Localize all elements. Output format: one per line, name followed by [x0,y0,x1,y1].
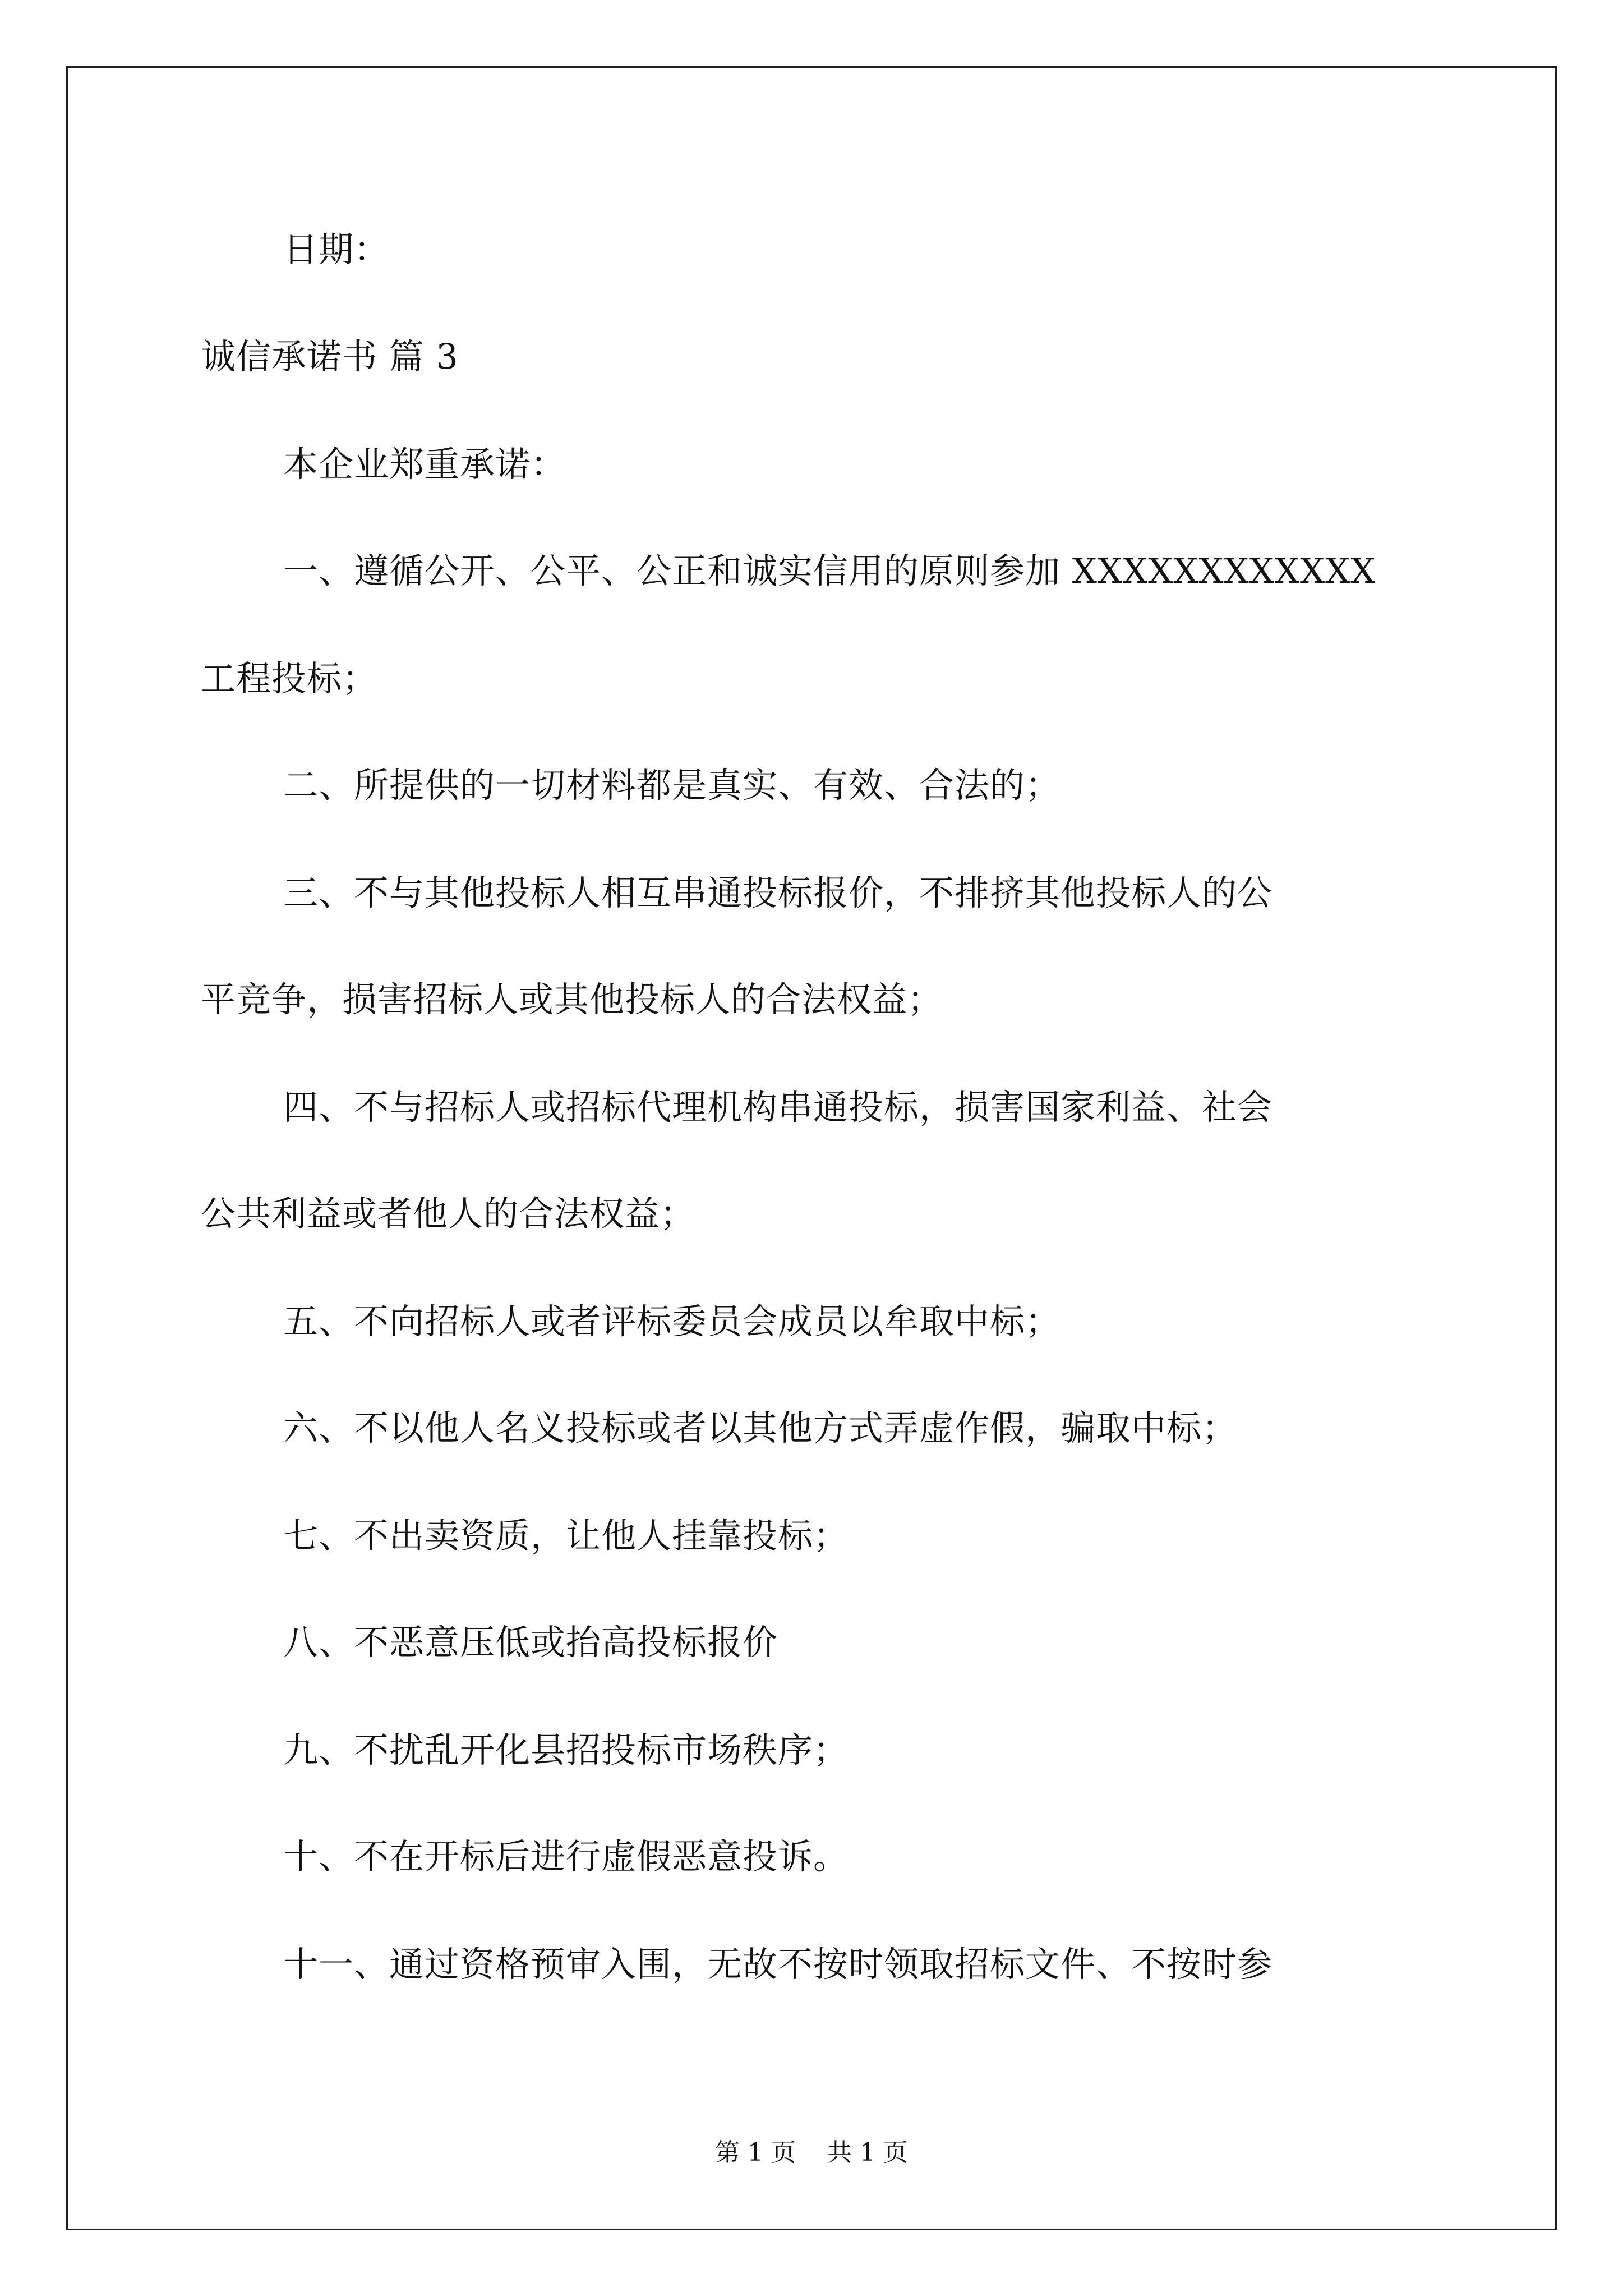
commitment-item-6: 六、不以他人名义投标或者以其他方式弄虚作假，骗取中标； [283,1407,1238,1448]
commitment-item-4: 四、不与招标人或招标代理机构串通投标，损害国家利益、社会 [283,1087,1273,1128]
date-label: 日期： [283,229,390,270]
commitment-item-5: 五、不向招标人或者评标委员会成员以牟取中标； [283,1301,1061,1342]
commitment-item-1: 一、遵循公开、公平、公正和诚实信用的原则参加 XXXXXXXXXXXX [283,550,1376,591]
commitment-item-4-cont: 公共利益或者他人的合法权益； [201,1193,696,1234]
page-footer: 第 1 页 共 1 页 [715,2138,908,2167]
commitment-item-8: 八、不恶意压低或抬高投标报价 [283,1622,778,1663]
commitment-intro: 本企业郑重承诺： [283,444,566,485]
commitment-item-9: 九、不扰乱开化县招投标市场秩序； [283,1729,849,1770]
commitment-item-7: 七、不出卖资质，让他人挂靠投标； [283,1515,849,1556]
page-border [66,66,1557,2230]
commitment-item-10: 十、不在开标后进行虚假恶意投诉。 [283,1836,849,1877]
commitment-item-1-cont: 工程投标； [201,658,378,699]
commitment-item-2: 二、所提供的一切材料都是真实、有效、合法的； [283,765,1061,806]
commitment-item-3: 三、不与其他投标人相互串通投标报价，不排挤其他投标人的公 [283,872,1273,913]
commitment-item-11: 十一、通过资格预审入围，无故不按时领取招标文件、不按时参 [283,1944,1273,1985]
commitment-item-3-cont: 平竞争，损害招标人或其他投标人的合法权益； [201,979,943,1020]
section-heading: 诚信承诺书 篇 3 [201,336,459,377]
